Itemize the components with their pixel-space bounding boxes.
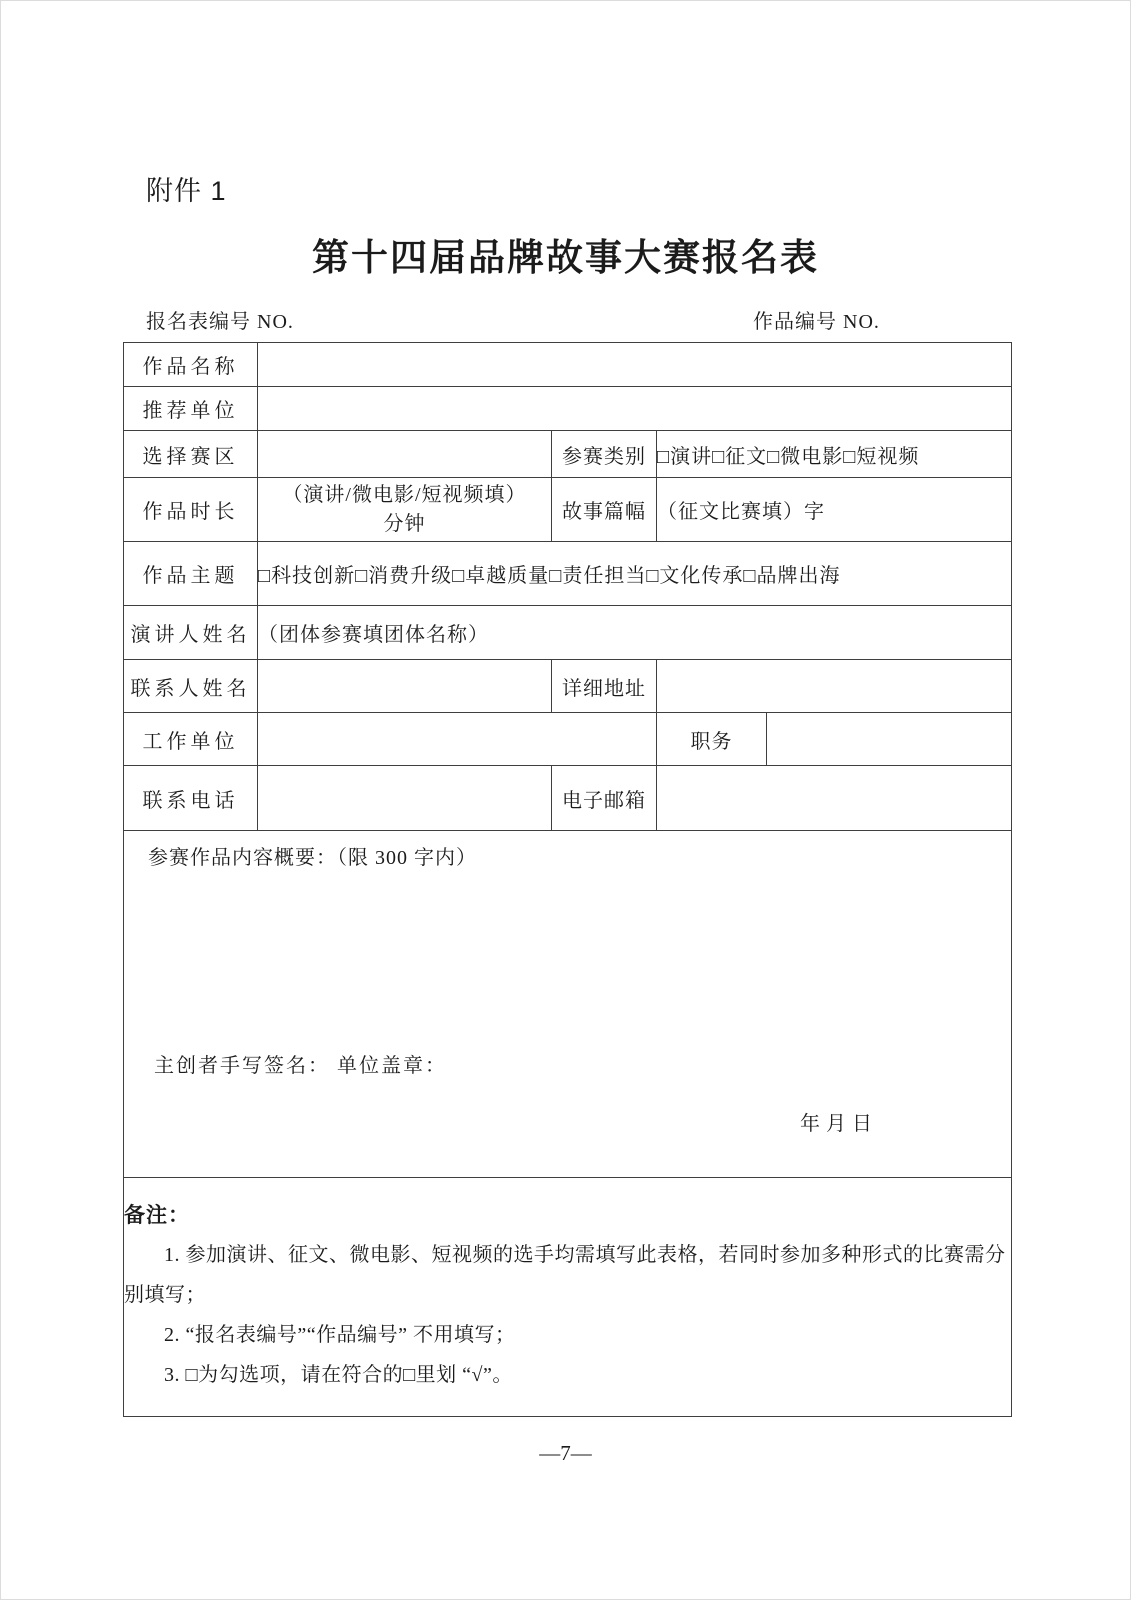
- page-title: 第十四届品牌故事大赛报名表: [312, 237, 819, 278]
- category-options: □演讲□征文□微电影□短视频: [657, 431, 1012, 478]
- contact-name-value-cell: [258, 660, 552, 713]
- row-summary-signature: [124, 831, 1012, 1178]
- duration-hint-line2: 分钟: [383, 512, 426, 535]
- email-label: 电子邮箱: [552, 766, 657, 831]
- zone-label: 选择赛区: [124, 431, 258, 478]
- signature-label: 主创者手写签名： 单位盖章：: [154, 1055, 447, 1077]
- row-duration-length: [124, 478, 1012, 542]
- contact-name-label: 联系人姓名: [124, 660, 258, 713]
- address-value-cell: [657, 660, 1012, 713]
- summary-signature-cell: [124, 831, 1012, 1178]
- row-zone-category: [124, 431, 1012, 478]
- note-item-1: 1. 参加演讲、征文、微电影、短视频的选手均需填写此表格，若同时参加多种形式的比赛需分别填写；: [124, 1244, 1006, 1306]
- work-name-value-cell: [258, 343, 1012, 387]
- row-notes: [124, 1178, 1012, 1417]
- zone-value-cell: [258, 431, 552, 478]
- length-label: 故事篇幅: [552, 478, 657, 542]
- work-name-label: 作品名称: [124, 343, 258, 387]
- row-contact-address: [124, 660, 1012, 713]
- recommend-unit-label: 推荐单位: [124, 387, 258, 431]
- summary-label: 参赛作品内容概要：（限 300 字内）: [148, 847, 477, 869]
- category-label: 参赛类别: [552, 431, 657, 478]
- employer-value-cell: [258, 713, 657, 766]
- row-speaker-name: [124, 606, 1012, 660]
- theme-options: □科技创新□消费升级□卓越质量□责任担当□文化传承□品牌出海: [258, 542, 1012, 606]
- notes-cell: [124, 1178, 1012, 1417]
- attachment-label: 附件 1: [146, 176, 227, 206]
- row-recommend-unit: [124, 387, 1012, 431]
- form-number-label: 报名表编号 NO.: [146, 311, 294, 333]
- row-work-name: [124, 343, 1012, 387]
- row-theme: [124, 542, 1012, 606]
- page-number: —7—: [539, 1441, 592, 1465]
- speaker-name-hint: （团体参赛填团体名称）: [258, 606, 1012, 660]
- duration-label: 作品时长: [124, 478, 258, 542]
- phone-label: 联系电话: [124, 766, 258, 831]
- row-employer-position: [124, 713, 1012, 766]
- duration-hint-cell: [258, 478, 552, 542]
- email-value-cell: [657, 766, 1012, 831]
- duration-hint-line1: （演讲/微电影/短视频填）: [282, 483, 527, 506]
- address-label: 详细地址: [552, 660, 657, 713]
- notes-heading: 备注：: [124, 1204, 190, 1227]
- work-number-label: 作品编号 NO.: [753, 311, 880, 333]
- speaker-name-label: 演讲人姓名: [124, 606, 258, 660]
- position-value-cell: [767, 713, 1012, 766]
- row-phone-email: [124, 766, 1012, 831]
- length-hint: （征文比赛填）字: [657, 478, 1012, 542]
- phone-value-cell: [258, 766, 552, 831]
- registration-form-table: [123, 342, 1012, 1417]
- employer-label: 工作单位: [124, 713, 258, 766]
- theme-label: 作品主题: [124, 542, 258, 606]
- position-label: 职务: [657, 713, 767, 766]
- date-label: 年月日: [800, 1113, 878, 1135]
- note-item-3: 3. □为勾选项，请在符合的□里划 “√”。: [164, 1364, 513, 1386]
- note-item-2: 2. “报名表编号”“作品编号” 不用填写；: [164, 1324, 516, 1346]
- recommend-unit-value-cell: [258, 387, 1012, 431]
